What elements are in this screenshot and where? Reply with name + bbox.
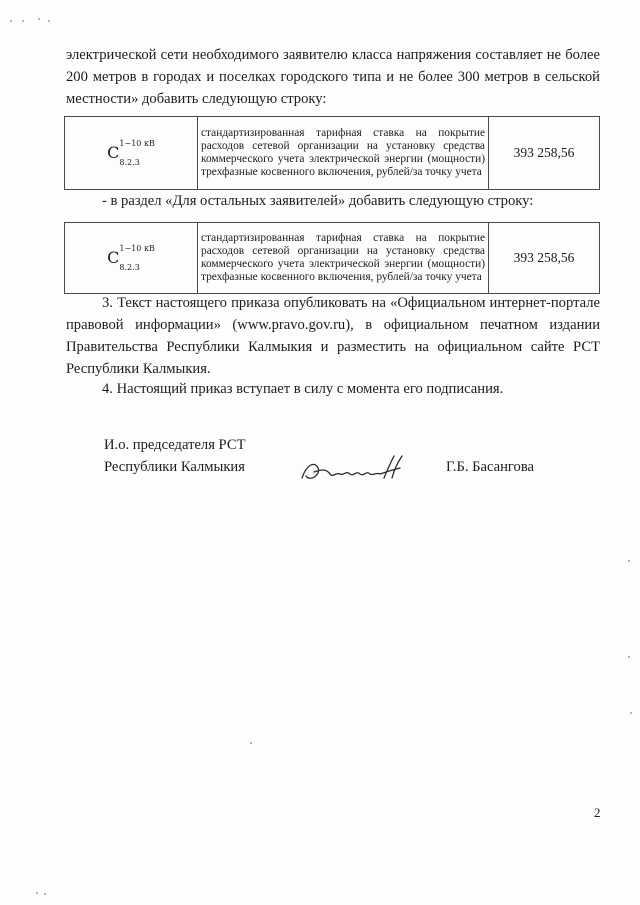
tariff-table-2 bbox=[64, 222, 600, 294]
scan-speck bbox=[36, 892, 38, 894]
section-instruction: - в раздел «Для остальных заявителей» добавить следующую строку: bbox=[102, 193, 534, 209]
intro-line-1: электрической сети необходимого заявителю класса напряжения составляет не bbox=[66, 47, 562, 63]
tariff-description-cell: стандартизированная тарифная ставка на покрытие расходов сетевой организации на установку средства коммерческого учета электрической энергии (мощности) трехфазные косвенного включения, рублей/за точку учета bbox=[198, 223, 489, 294]
scan-speck bbox=[628, 560, 630, 562]
scan-speck bbox=[44, 893, 46, 895]
signer-name: Г.Б. Басангова bbox=[446, 459, 535, 475]
signatory-role bbox=[104, 434, 246, 478]
tariff-table-1 bbox=[64, 116, 600, 190]
scan-speck bbox=[10, 20, 12, 22]
intro-line-3: сельской местности» добавить следующую строку: bbox=[66, 69, 600, 107]
role-line-2: Республики Калмыкия bbox=[104, 459, 245, 475]
handwritten-signature bbox=[296, 448, 414, 490]
tariff-description-cell: стандартизированная тарифная ставка на покрытие расходов сетевой организации на установку средства коммерческого учета электрической энергии (мощности) трехфазные косвенного включения, рублей/за точку учета bbox=[198, 117, 489, 190]
table-row bbox=[65, 223, 600, 294]
tariff-symbol: $C^{1-10 кВ}$ $_{8.2.3}$ bbox=[107, 138, 155, 168]
page-number: 2 bbox=[594, 805, 601, 820]
item-4-paragraph: 4. Настоящий приказ вступает в силу с момента его подписания. bbox=[102, 381, 504, 397]
scan-speck bbox=[38, 18, 40, 20]
scan-speck bbox=[22, 20, 24, 22]
scan-speck bbox=[48, 20, 50, 22]
tariff-symbol: $C^{1-10 кВ}$ $_{8.2.3}$ bbox=[107, 243, 155, 273]
intro-paragraph bbox=[66, 44, 600, 110]
tariff-symbol-cell bbox=[65, 117, 198, 190]
intro-line-2: более 200 метров в городах и поселках городского типа и не более 300 метров в bbox=[66, 47, 600, 85]
item-3-paragraph: 3. Текст настоящего приказа опубликовать на «Официальном интернет-портале правовой информации» (www.pravo.gov.ru), в официальном печатном издании Правительства Республики Калмыкия и разместить на официальном сайте РСТ Республики Калмыкия. bbox=[66, 295, 600, 377]
table-row bbox=[65, 117, 600, 190]
scan-speck bbox=[628, 656, 630, 658]
scan-speck bbox=[630, 712, 632, 714]
tariff-symbol-cell bbox=[65, 223, 198, 294]
tariff-value-cell: 393 258,56 bbox=[489, 117, 600, 190]
role-line-1: И.о. председателя РСТ bbox=[104, 437, 246, 453]
scan-speck bbox=[250, 742, 252, 744]
tariff-value-cell: 393 258,56 bbox=[489, 223, 600, 294]
